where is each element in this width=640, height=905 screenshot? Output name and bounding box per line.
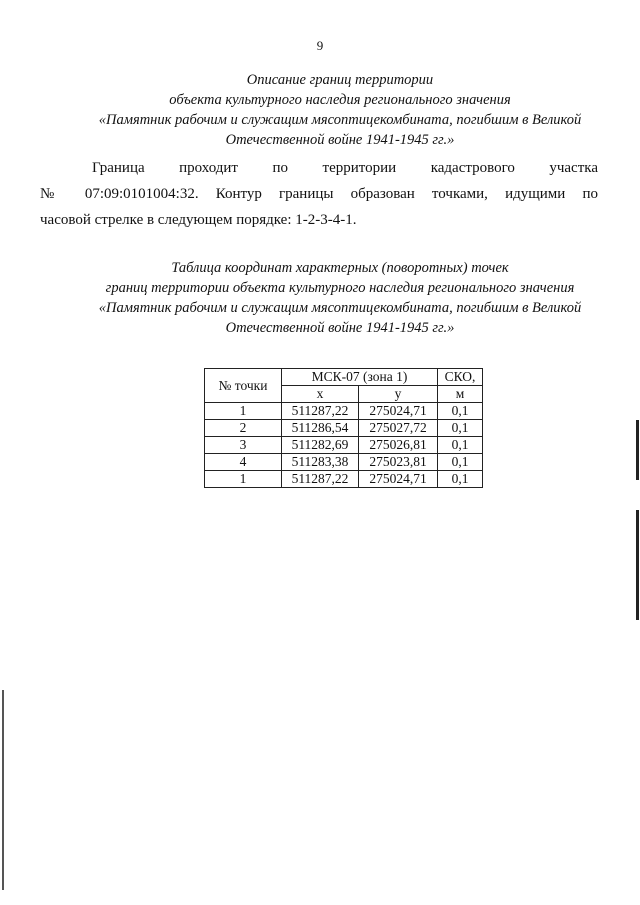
header-y: y	[359, 386, 438, 403]
cell-point: 3	[205, 437, 282, 454]
table-row	[205, 403, 483, 420]
header-sko: СКО,	[438, 369, 483, 386]
header-point-number: № точки	[205, 369, 282, 403]
table-heading-line: Таблица координат характерных (поворотных) точек	[171, 260, 509, 276]
table-row	[205, 437, 483, 454]
paragraph-line	[92, 155, 598, 181]
table-heading-line: границ территории объекта культурного наследия регионального значения	[105, 280, 575, 296]
cell-point: 2	[205, 420, 282, 437]
cell-sko: 0,1	[438, 471, 483, 488]
paragraph-word: по	[272, 160, 289, 176]
header-unit: м	[438, 386, 483, 403]
paragraph-word: кадастрового	[430, 160, 515, 176]
cell-y: 275026,81	[359, 437, 438, 454]
page-number: 9	[316, 38, 324, 53]
cell-y: 275023,81	[359, 454, 438, 471]
cell-x: 511287,22	[282, 403, 359, 420]
paragraph-word: Граница	[92, 160, 145, 176]
paragraph-word: территории	[322, 160, 397, 176]
boundary-description-paragraph	[40, 155, 598, 233]
cell-sko: 0,1	[438, 437, 483, 454]
cell-sko: 0,1	[438, 403, 483, 420]
table-row	[205, 471, 483, 488]
header-coordinate-system: МСК-07 (зона 1)	[282, 369, 438, 386]
scan-edge-mark	[636, 420, 639, 480]
paragraph-word: проходит	[179, 160, 238, 176]
table-header-row	[205, 369, 483, 386]
scan-edge-mark	[636, 510, 639, 620]
paragraph-word: участка	[549, 160, 598, 176]
paragraph-line: № 07:09:0101004:32. Контур границы образован точками, идущими по	[40, 186, 598, 202]
cell-x: 511282,69	[282, 437, 359, 454]
cell-sko: 0,1	[438, 420, 483, 437]
description-heading-line: Отечественной войне 1941-1945 гг.»	[225, 132, 455, 148]
table-heading-line: «Памятник рабочим и служащим мясоптицекомбината, погибшим в Великой	[98, 300, 582, 316]
cell-x: 511283,38	[282, 454, 359, 471]
header-x: x	[282, 386, 359, 403]
cell-sko: 0,1	[438, 454, 483, 471]
cell-y: 275027,72	[359, 420, 438, 437]
cell-x: 511287,22	[282, 471, 359, 488]
cell-point: 1	[205, 403, 282, 420]
cell-y: 275024,71	[359, 403, 438, 420]
table-row	[205, 454, 483, 471]
table-row	[205, 420, 483, 437]
cell-point: 4	[205, 454, 282, 471]
cell-x: 511286,54	[282, 420, 359, 437]
coordinates-table	[204, 368, 483, 488]
description-heading-line: «Памятник рабочим и служащим мясоптицекомбината, погибшим в Великой	[98, 112, 582, 128]
scan-edge-mark	[2, 690, 4, 890]
cell-point: 1	[205, 471, 282, 488]
cell-y: 275024,71	[359, 471, 438, 488]
description-heading-line: объекта культурного наследия регионального значения	[169, 92, 511, 108]
table-heading-line: Отечественной войне 1941-1945 гг.»	[225, 320, 455, 336]
description-heading-line: Описание границ территории	[246, 72, 434, 88]
paragraph-line: часовой стрелке в следующем порядке: 1-2-3-4-1.	[40, 212, 357, 228]
table-heading	[80, 258, 600, 338]
description-heading	[80, 70, 600, 150]
